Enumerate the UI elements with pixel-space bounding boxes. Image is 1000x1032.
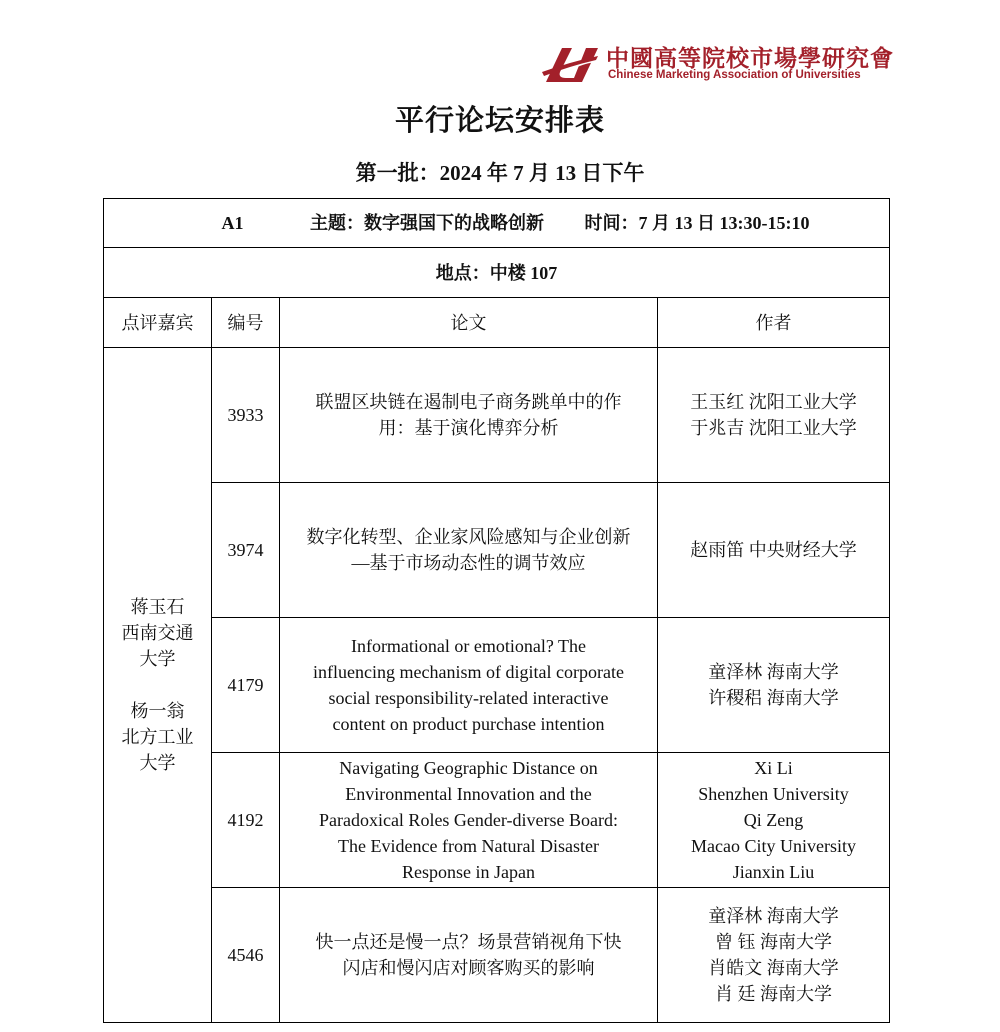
paper-title-line: social responsibility-related interactive xyxy=(328,688,609,708)
paper-number: 3974 xyxy=(212,483,280,618)
paper-number: 4179 xyxy=(212,618,280,753)
reviewer-cell xyxy=(104,348,212,1023)
reviewer-name: 杨一翁 xyxy=(130,701,185,721)
author-line: 童泽林 海南大学 xyxy=(708,662,839,682)
association-logo xyxy=(540,38,900,90)
paper-title-line: 快一点还是慢一点？场景营销视角下快 xyxy=(315,932,622,952)
paper-number: 3933 xyxy=(212,348,280,483)
paper-title xyxy=(280,483,658,618)
column-header-paper: 论文 xyxy=(280,298,658,348)
column-header-number: 编号 xyxy=(212,298,280,348)
author-line: Jianxin Liu xyxy=(732,862,815,882)
paper-title-line: content on product purchase intention xyxy=(332,714,605,734)
reviewer-affiliation: 北方工业 xyxy=(121,727,194,747)
column-header-reviewer: 点评嘉宾 xyxy=(104,298,212,348)
column-header-author: 作者 xyxy=(658,298,890,348)
page-subtitle: 第一批：2024 年 7 月 13 日下午 xyxy=(355,161,645,185)
table-row xyxy=(104,753,890,888)
logo-english-name: Chinese Marketing Association of Universities xyxy=(608,69,861,81)
session-theme: 主题：数字强国下的战略创新 xyxy=(310,213,545,233)
author-line: 曾 钰 海南大学 xyxy=(715,932,833,952)
table-row xyxy=(104,348,890,483)
author-line: 赵雨笛 中央财经大学 xyxy=(690,540,857,560)
session-header-row xyxy=(104,199,890,248)
paper-title-line: 用：基于演化博弈分析 xyxy=(378,418,559,438)
author-line: 肖皓文 海南大学 xyxy=(708,958,839,978)
table-row xyxy=(104,618,890,753)
paper-title-line: Environmental Innovation and the xyxy=(345,784,592,804)
reviewer-name: 蒋玉石 xyxy=(130,597,185,617)
author-line: 肖 廷 海南大学 xyxy=(715,984,833,1004)
author-line: 于兆吉 沈阳工业大学 xyxy=(690,418,857,438)
venue-row xyxy=(104,248,890,298)
table-row xyxy=(104,483,890,618)
reviewer-affiliation: 大学 xyxy=(139,753,176,773)
author-line: 许稷稆 海南大学 xyxy=(708,688,839,708)
paper-authors xyxy=(658,348,890,483)
column-header-row xyxy=(104,298,890,348)
paper-title-line: 联盟区块链在遏制电子商务跳单中的作 xyxy=(315,392,622,412)
paper-title-line: —基于市场动态性的调节效应 xyxy=(351,553,586,573)
session-time: 时间：7 月 13 日 13:30-15:10 xyxy=(584,213,810,233)
paper-title xyxy=(280,348,658,483)
paper-number: 4192 xyxy=(212,753,280,888)
table-row xyxy=(104,888,890,1023)
paper-title-line: 闪店和慢闪店对顾客购买的影响 xyxy=(342,958,595,978)
paper-title xyxy=(280,888,658,1023)
paper-title xyxy=(280,618,658,753)
author-line: Shenzhen University xyxy=(698,784,849,804)
paper-title-line: Navigating Geographic Distance on xyxy=(339,758,598,778)
paper-authors xyxy=(658,753,890,888)
session-info-cell xyxy=(104,199,890,248)
paper-title-line: Response in Japan xyxy=(402,862,535,882)
author-line: Xi Li xyxy=(754,758,793,778)
paper-number: 4546 xyxy=(212,888,280,1023)
paper-title-line: Paradoxical Roles Gender-diverse Board: xyxy=(318,810,619,830)
session-venue: 地点：中楼 107 xyxy=(104,248,890,298)
association-emblem-icon xyxy=(540,42,602,86)
page-title: 平行论坛安排表 xyxy=(394,105,605,137)
logo-chinese-name: 中國高等院校市場學研究會 xyxy=(606,45,894,72)
author-line: 童泽林 海南大学 xyxy=(708,906,839,926)
paper-title xyxy=(280,753,658,888)
paper-title-line: 数字化转型、企业家风险感知与企业创新 xyxy=(306,527,631,547)
paper-title-line: Informational or emotional? The xyxy=(350,636,587,656)
reviewer-affiliation: 大学 xyxy=(139,649,176,669)
paper-authors xyxy=(658,618,890,753)
paper-authors xyxy=(658,888,890,1023)
paper-title-line: The Evidence from Natural Disaster xyxy=(338,836,599,856)
session-id: A1 xyxy=(221,213,244,233)
author-line: Qi Zeng xyxy=(743,810,804,830)
paper-title-line: influencing mechanism of digital corporate xyxy=(313,662,624,682)
author-line: 王玉红 沈阳工业大学 xyxy=(690,392,857,412)
author-line: Macao City University xyxy=(691,836,857,856)
schedule-table xyxy=(103,198,890,1023)
reviewer-affiliation: 西南交通 xyxy=(121,623,194,643)
paper-authors xyxy=(658,483,890,618)
